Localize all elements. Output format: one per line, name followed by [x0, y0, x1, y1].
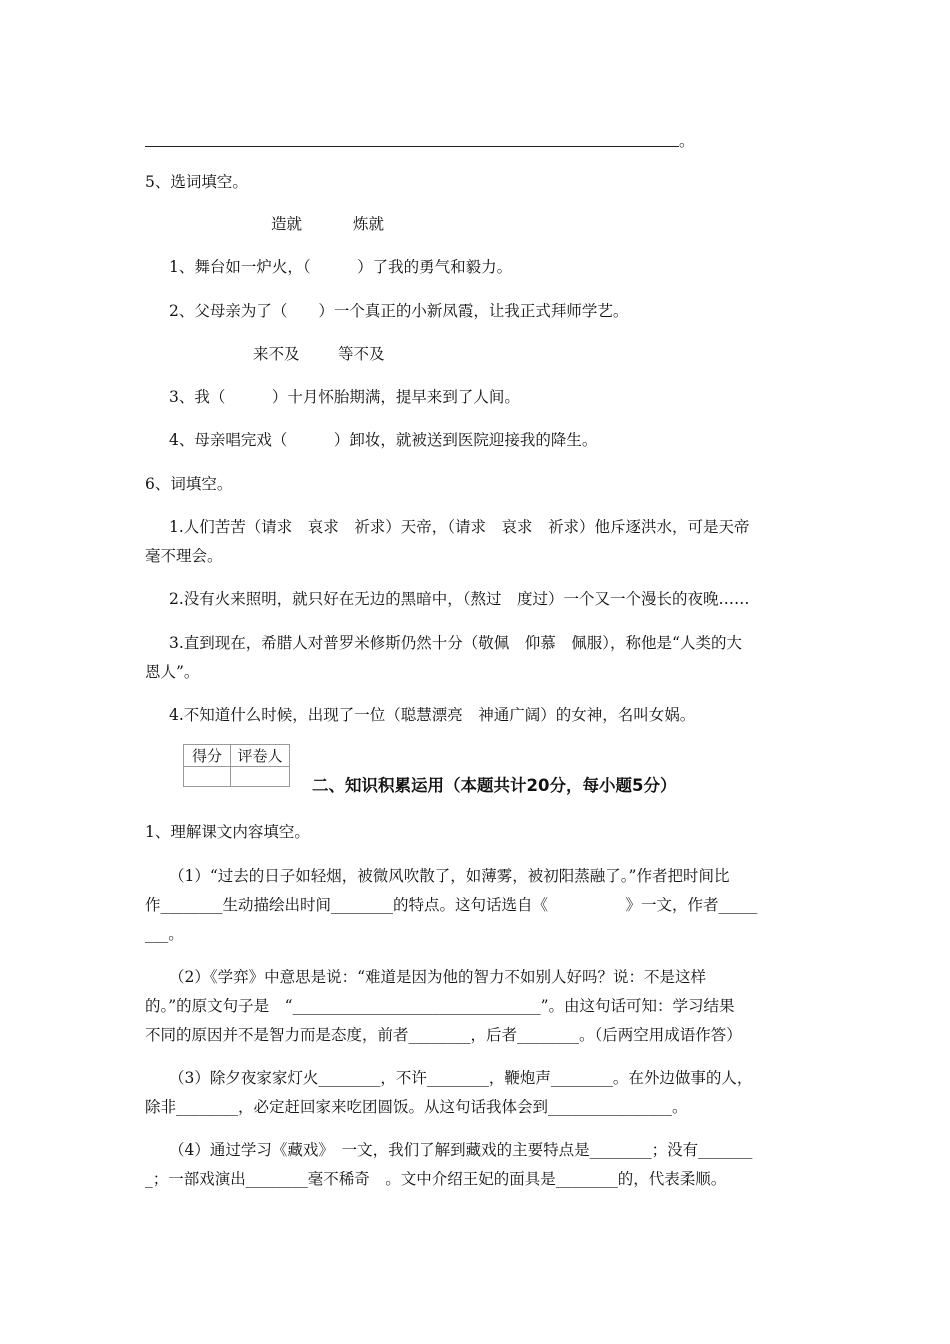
answer-line: [145, 146, 679, 147]
section-2-title: 二、知识积累运用（本题共计20分，每小题5分）: [312, 776, 677, 795]
q5-word-option-2: 炼就: [353, 215, 385, 233]
score-table: [183, 744, 290, 787]
section2-p3-line-2: 除非________，必定赶回家来吃团圆饭。从这句话我体会到________________。: [145, 1098, 688, 1116]
q6-item-3-line-1: 3.直到现在，希腊人对普罗米修斯仍然十分（敬佩 仰慕 佩服），称他是“人类的大: [169, 634, 742, 652]
q6-heading: 6、词填空。: [145, 475, 233, 493]
q5-word-option-3: 来不及: [253, 345, 300, 363]
q5-item-2: 2、父母亲为了（ ）一个真正的小新凤霞，让我正式拜师学艺。: [169, 302, 629, 320]
grader-cell: [231, 767, 290, 787]
section2-p1-line-3: ___。: [145, 925, 184, 943]
q5-word-option-4: 等不及: [338, 345, 385, 363]
score-header: 得分: [184, 745, 231, 767]
grader-header: 评卷人: [231, 745, 290, 767]
answer-line-end: 。: [679, 132, 695, 150]
q6-item-1-line-1: 1.人们苦苦（请求 哀求 祈求）天帝，（请求 哀求 祈求）他斥逐洪水，可是天帝: [169, 518, 750, 536]
section2-p2-line-1: （2）《学弈》中意思是说：“难道是因为他的智力不如别人好吗？说：不是这样: [169, 968, 707, 986]
section2-p4-line-2: _；一部戏演出________毫不稀奇 。文中介绍王妃的面具是________的，代表柔顺。: [145, 1170, 727, 1188]
q5-item-4: 4、母亲唱完戏（ ）卸妆，就被送到医院迎接我的降生。: [169, 431, 598, 449]
section2-p2-line-3: 不同的原因并不是智力而是态度，前者________，后者________。（后两空用成语作答）: [145, 1026, 742, 1044]
section2-p1-line-2: 作________生动描绘出时间________的特点。这句话选自《 》一文，作者_____: [145, 896, 758, 914]
section2-q1-heading: 1、理解课文内容填空。: [145, 823, 310, 841]
q6-item-3-line-2: 恩人”。: [145, 663, 200, 681]
q5-word-option-1: 造就: [271, 215, 303, 233]
section2-p2-line-2: 的。”的原文句子是 “________________________________”。由这句话可知：学习结果: [145, 997, 735, 1015]
section2-p3-line-1: （3）除夕夜家家灯火________，不许________，鞭炮声________。在外边做事的人，: [169, 1069, 753, 1087]
q6-item-1-line-2: 毫不理会。: [145, 547, 223, 565]
q5-item-3: 3、我（ ）十月怀胎期满，提早来到了人间。: [169, 388, 520, 406]
score-cell: [184, 767, 231, 787]
section2-p1-line-1: （1）“过去的日子如轻烟，被微风吹散了，如薄雾，被初阳蒸融了。”作者把时间比: [169, 867, 730, 885]
section2-p4-line-1: （4）通过学习《藏戏》 一文，我们了解到藏戏的主要特点是________；没有_______: [169, 1141, 753, 1159]
q6-item-2: 2.没有火来照明，就只好在无边的黑暗中，（熬过 度过）一个又一个漫长的夜晚……: [169, 590, 750, 608]
q5-heading: 5、选词填空。: [145, 173, 248, 191]
q6-item-4: 4.不知道什么时候，出现了一位（聪慧漂亮 神通广阔）的女神，名叫女娲。: [169, 706, 696, 724]
q5-item-1: 1、舞台如一炉火，（ ）了我的勇气和毅力。: [169, 258, 513, 276]
